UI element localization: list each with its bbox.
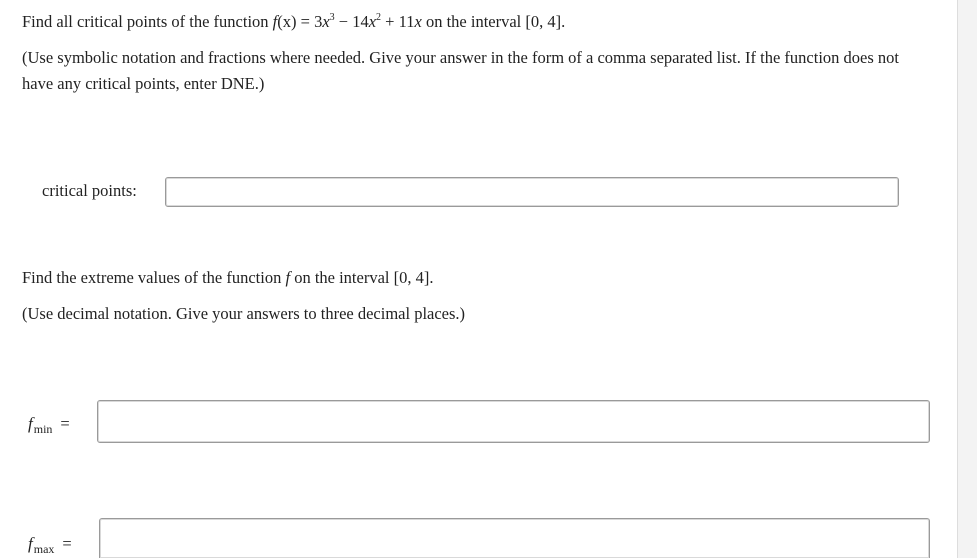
variable: x bbox=[414, 12, 422, 31]
equation-part: − 14 bbox=[334, 12, 369, 31]
prompt-text: on the interval [0, 4]. bbox=[290, 268, 434, 287]
variable: x bbox=[322, 12, 330, 31]
f-symbol: f bbox=[28, 414, 33, 433]
f-symbol: f bbox=[28, 534, 33, 553]
fmax-input[interactable] bbox=[99, 518, 930, 558]
question1-instructions: (Use symbolic notation and fractions where needed. Give your answer in the form of a comma separated list. If the function does not have any critical points, enter DNE.) bbox=[22, 48, 899, 93]
prompt-text: Find the extreme values of the function bbox=[22, 268, 286, 287]
critical-points-label: critical points: bbox=[42, 181, 137, 200]
equation-part: + 11 bbox=[381, 12, 415, 31]
fmin-input[interactable] bbox=[97, 400, 930, 443]
exponent: 3 bbox=[329, 11, 335, 23]
question2-prompt bbox=[22, 268, 433, 288]
critical-points-input[interactable] bbox=[165, 177, 899, 207]
min-subscript: min bbox=[33, 422, 53, 436]
function-argument: (x) bbox=[277, 12, 297, 31]
scrollbar-track[interactable] bbox=[957, 0, 977, 558]
function-name: f bbox=[272, 12, 278, 31]
prompt-text: on the interval [0, 4]. bbox=[421, 12, 566, 31]
fmax-label bbox=[28, 534, 72, 554]
prompt-text: Find all critical points of the function bbox=[22, 12, 273, 31]
fmin-label bbox=[28, 414, 70, 434]
exponent: 2 bbox=[376, 11, 382, 23]
equals-sign: = bbox=[60, 414, 70, 433]
equals-sign: = bbox=[62, 534, 72, 553]
question1-prompt bbox=[22, 12, 565, 32]
variable: x bbox=[368, 12, 377, 31]
equation-part: = 3 bbox=[296, 12, 323, 31]
function-name: f bbox=[285, 268, 291, 287]
question2-instructions: (Use decimal notation. Give your answers to three decimal places.) bbox=[22, 304, 466, 323]
max-subscript: max bbox=[33, 542, 55, 556]
